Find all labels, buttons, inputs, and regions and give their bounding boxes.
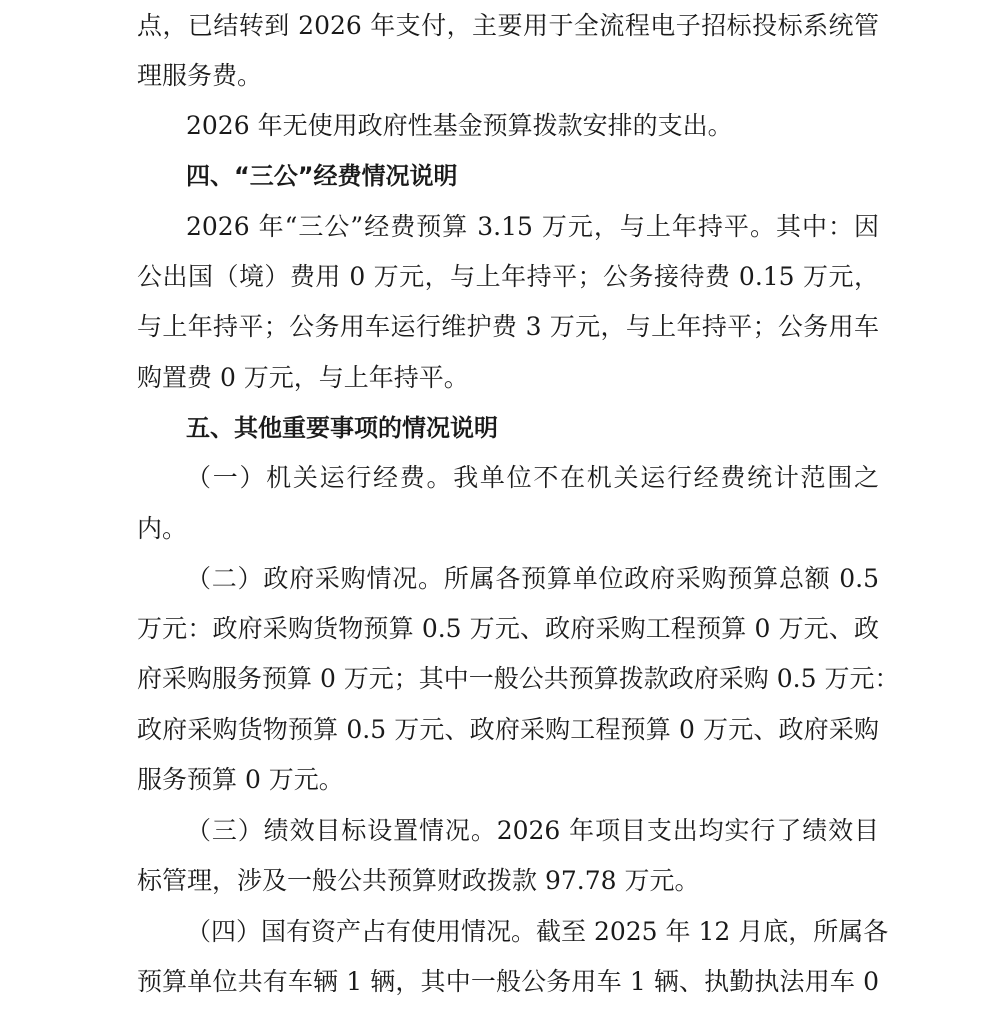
paragraph-line: 理服务费。 — [137, 61, 263, 90]
paragraph-line: 内。 — [137, 514, 188, 543]
paragraph-line: （四）国有资产占有使用情况。截至 2025 年 12 月底，所属各 — [186, 917, 889, 946]
paragraph-line: 购置费 0 万元，与上年持平。 — [137, 363, 469, 392]
paragraph-line: （三）绩效目标设置情况。2026 年项目支出均实行了绩效目 — [186, 816, 879, 845]
paragraph-line: 与上年持平；公务用车运行维护费 3 万元，与上年持平；公务用车 — [137, 312, 879, 341]
paragraph-line: （二）政府采购情况。所属各预算单位政府采购预算总额 0.5 — [186, 564, 879, 593]
section-heading: 五、其他重要事项的情况说明 — [186, 414, 498, 442]
paragraph-line: 点，已结转到 2026 年支付，主要用于全流程电子招标投标系统管 — [137, 11, 879, 40]
paragraph-line: 公出国（境）费用 0 万元，与上年持平；公务接待费 0.15 万元， — [137, 262, 879, 291]
paragraph-line: 服务预算 0 万元。 — [137, 765, 344, 794]
section-heading: 四、“三公”经费情况说明 — [186, 162, 458, 190]
paragraph-line: 2026 年“三公”经费预算 3.15 万元，与上年持平。其中：因 — [186, 212, 879, 241]
paragraph-line: 标管理，涉及一般公共预算财政拨款 97.78 万元。 — [137, 866, 700, 895]
paragraph-line: 预算单位共有车辆 1 辆，其中一般公务用车 1 辆、执勤执法用车 0 — [137, 967, 879, 996]
paragraph-line: （一）机关运行经费。我单位不在机关运行经费统计范围之 — [186, 463, 879, 492]
paragraph-line: 万元：政府采购货物预算 0.5 万元、政府采购工程预算 0 万元、政 — [137, 614, 879, 643]
paragraph-line: 府采购服务预算 0 万元；其中一般公共预算拨款政府采购 0.5 万元： — [137, 664, 900, 693]
paragraph-line: 2026 年无使用政府性基金预算拨款安排的支出。 — [186, 111, 733, 140]
paragraph-line: 政府采购货物预算 0.5 万元、政府采购工程预算 0 万元、政府采购 — [137, 715, 879, 744]
